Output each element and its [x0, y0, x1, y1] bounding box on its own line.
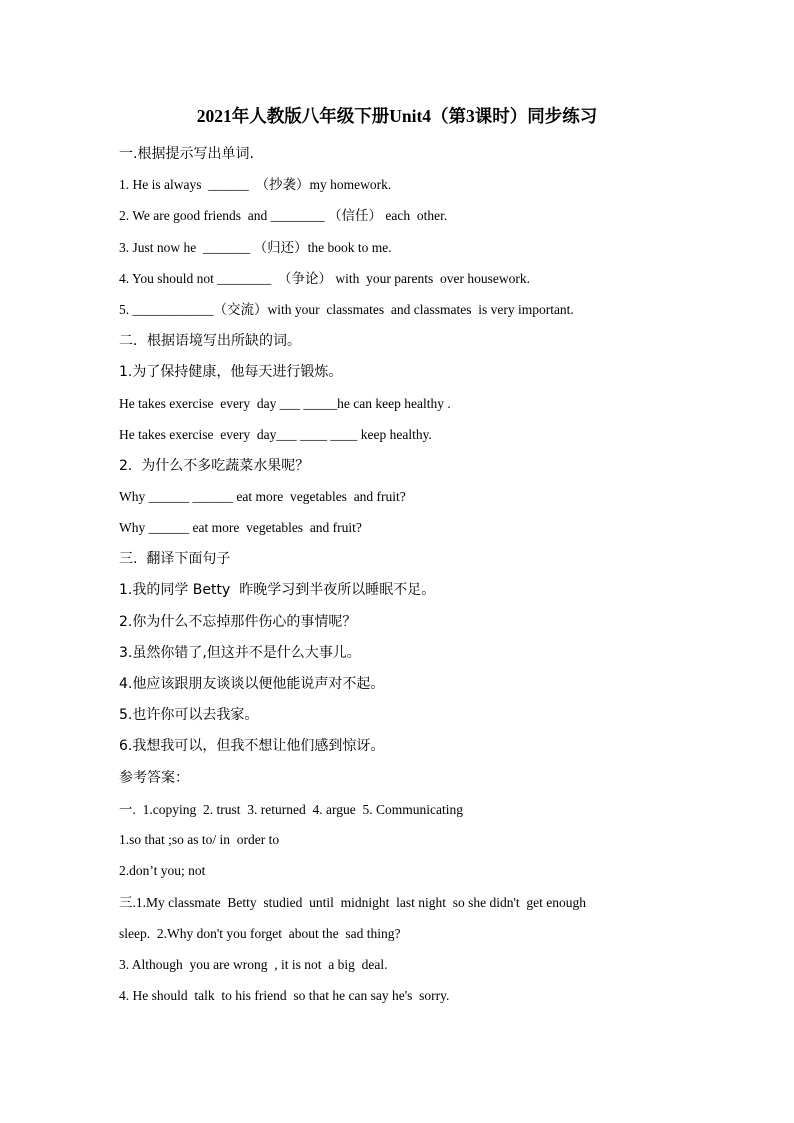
- answer-line-4: 三.1.My classmate Betty studied until midnight last night so she didn't get enough: [119, 895, 587, 910]
- answer-line-5: sleep. 2.Why don't you forget about the sad thing?: [119, 926, 401, 941]
- section-3-heading: 三. 翻译下面句子: [119, 551, 231, 567]
- answer-line-2: 1.so that ;so as to/ in order to: [119, 832, 280, 847]
- section-2-q2-chinese: 2. 为什么不多吃蔬菜水果呢？: [119, 458, 310, 474]
- section-2-q1-line-a: He takes exercise every day ___ _____he can keep healthy .: [119, 396, 451, 411]
- section-3-item-3: 3.虽然你错了,但这并不是什么大事儿。: [119, 645, 361, 661]
- answer-line-3: 2.don’t you; not: [119, 863, 206, 878]
- section-2-q2-line-a: Why ______ ______ eat more vegetables and fruit?: [119, 489, 406, 504]
- section-2-q1-chinese: 1.为了保持健康，他每天进行锻炼。: [119, 364, 343, 380]
- section-1-item-3: 3. Just now he _______ （归还）the book to me.: [119, 240, 392, 255]
- section-1-heading: 一.根据提示写出单词.: [119, 146, 254, 162]
- answer-line-6: 3. Although you are wrong , it is not a big deal.: [119, 957, 388, 972]
- section-3-item-4: 4.他应该跟朋友谈谈以便他能说声对不起。: [119, 676, 385, 692]
- answers-heading: 参考答案：: [119, 770, 189, 786]
- section-2-q2-line-b: Why ______ eat more vegetables and fruit?: [119, 520, 362, 535]
- section-3-item-1: 1.我的同学 Betty 昨晚学习到半夜所以睡眠不足。: [119, 582, 436, 598]
- section-1-item-2: 2. We are good friends and ________ （信任） each other.: [119, 208, 448, 223]
- section-1-item-5: 5. ____________（交流）with your classmates and classmates is very important.: [119, 302, 574, 317]
- section-2-heading: 二．根据语境写出所缺的词。: [119, 333, 301, 349]
- page-title: 2021年人教版八年级下册Unit4（第3课时）同步练习: [196, 106, 598, 126]
- section-3-item-6: 6.我想我可以，但我不想让他们感到惊讶。: [119, 738, 385, 754]
- section-1-item-1: 1. He is always ______ （抄袭）my homework.: [119, 177, 392, 192]
- section-3-item-5: 5.也许你可以去我家。: [119, 707, 259, 723]
- section-3-item-2: 2.你为什么不忘掉那件伤心的事情呢？: [119, 614, 357, 630]
- answer-line-1: 一. 1.copying 2. trust 3. returned 4. argue 5. Communicating: [119, 802, 463, 817]
- answer-line-7: 4. He should talk to his friend so that he can say he's sorry.: [119, 988, 450, 1003]
- section-2-q1-line-b: He takes exercise every day___ ____ ____ keep healthy.: [119, 427, 432, 442]
- section-1-item-4: 4. You should not ________ （争论） with your parents over housework.: [119, 271, 530, 286]
